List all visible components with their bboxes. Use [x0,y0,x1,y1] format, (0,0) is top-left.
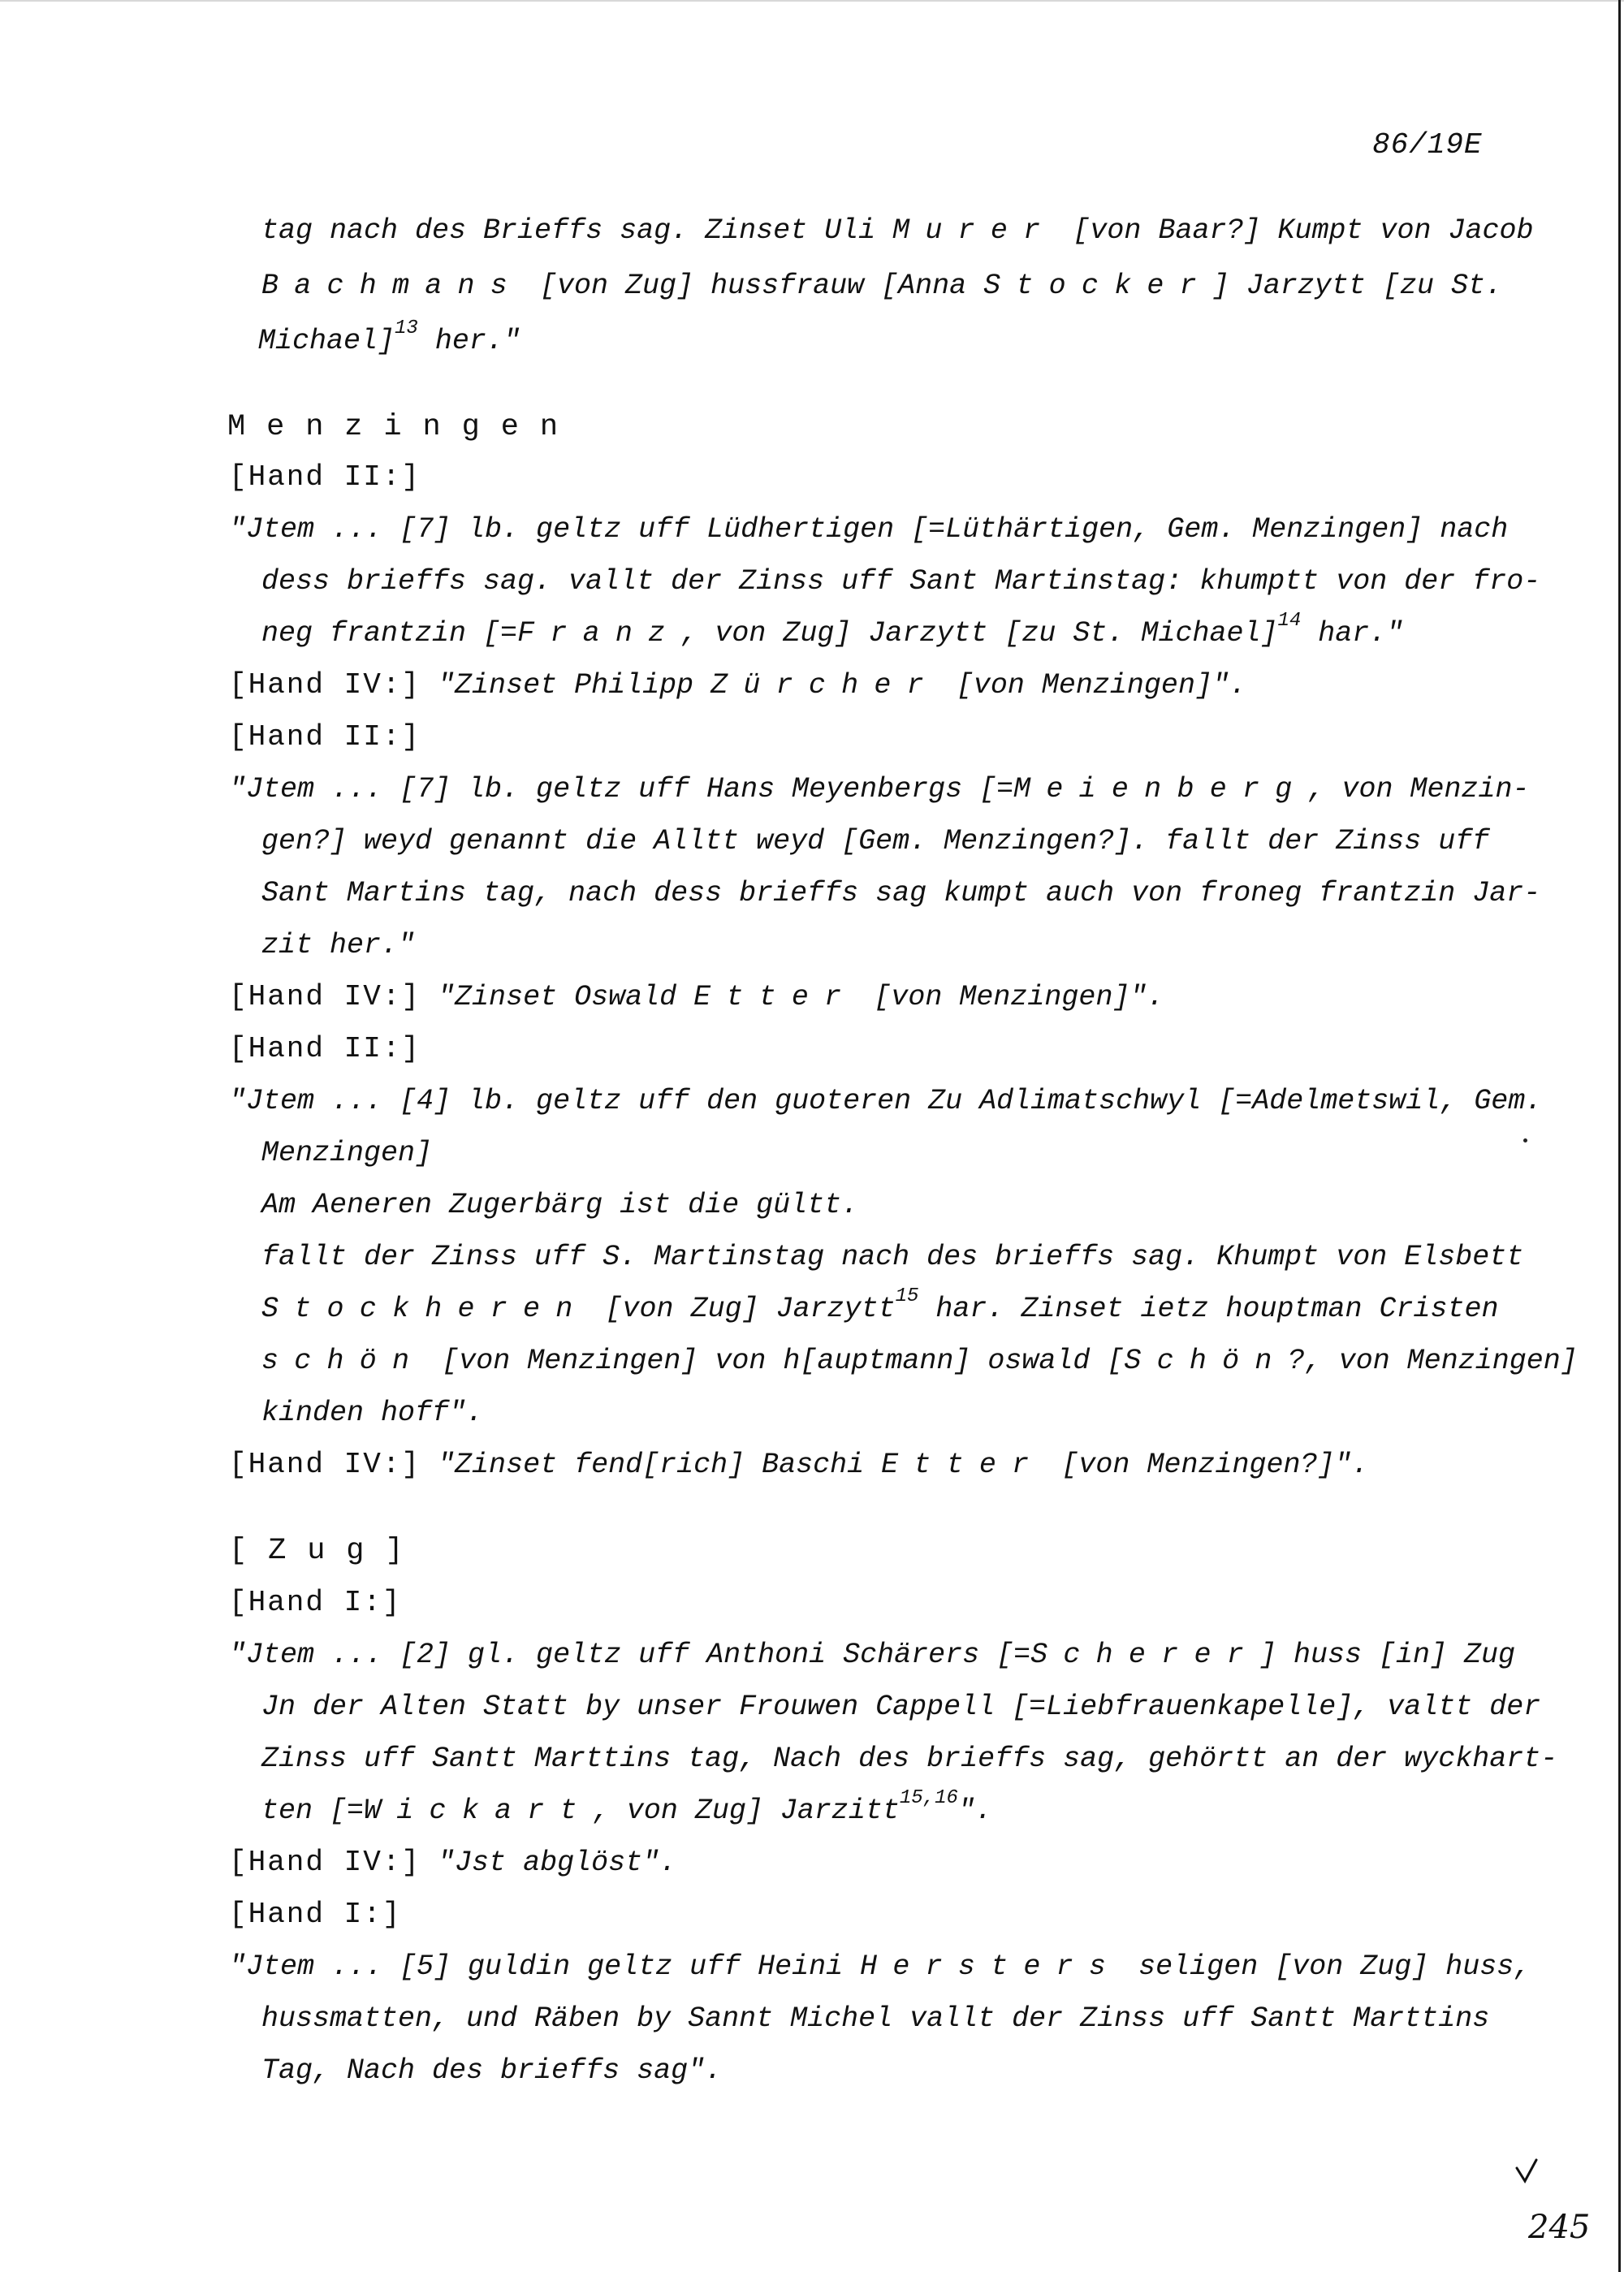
page-top-edge [0,0,1624,2]
spaced-name: Scherer [1030,1639,1259,1671]
hand-label: [Hand II:] [229,1032,421,1065]
page-right-edge [1618,0,1621,2272]
text-line-11: "Jtem ... [7] lb. geltz uff Hans Meyenbergs [=Meienberg, von Menzin- [229,773,1530,806]
section-heading-menzingen: Menzingen [227,410,579,444]
footnote-ref: 14 [1277,610,1302,633]
spaced-name: Schön [1124,1345,1288,1377]
spaced-name: Hersters [860,1950,1122,1983]
text-line-2: Bachmans [von Zug] hussfrauw [Anna Stocker] Jarzytt [zu St. [261,270,1502,302]
text-line-17: "Jtem ... [4] lb. geltz uff den guoteren Zu Adlimatschwyl [=Adelmetswil, Gem. [229,1085,1543,1117]
text-line-18: Menzingen] [261,1137,433,1169]
footnote-ref: 15,16 [899,1787,958,1810]
text-line-23: kinden hoff". [261,1397,484,1429]
text-line-9: [Hand IV:] "Zinset Philipp Zürcher [von Menzingen]". [229,668,1246,702]
spaced-name: Franz [517,617,681,650]
text-line-3: Michael]$^{13}$ her." [258,317,520,357]
hand-label: [Hand II:] [229,460,421,494]
spaced-name: Etter [881,1449,1045,1481]
hand-label: [Hand II:] [229,720,421,754]
text-line-33: "Jtem ... [5] guldin geltz uff Heini Hersters seligen [von Zug] huss, [229,1950,1531,1983]
spaced-name: Etter [693,981,857,1013]
spaced-name: Bachmans [261,270,524,302]
hand-label: [Hand I:] [229,1898,402,1931]
spaced-name: Murer [892,214,1056,247]
text-line-29: Zinss uff Santt Marttins tag, Nach des brieffs sag, gehörtt an der wyckhart- [261,1743,1558,1775]
hand-label: [Hand IV:] [229,1846,421,1879]
spaced-name: Wickart [364,1795,593,1827]
text-line-19: Am Aeneren Zugerbärg ist die gültt. [261,1189,859,1221]
text-line-8: neg frantzin [=Franz, von Zug] Jarzytt [zu St. Michael]$^{14}$ har." [261,610,1404,650]
hand-label: [Hand IV:] [229,668,421,702]
stray-dot [1523,1138,1527,1142]
hand-label: [Hand IV:] [229,980,421,1013]
spaced-name: Stocker [983,270,1212,302]
section-heading-zug: [Zug] [229,1534,425,1568]
text-line-15: [Hand IV:] "Zinset Oswald Etter [von Menzingen]". [229,980,1164,1013]
folio-number: 245 [1528,2209,1591,2246]
checkmark-icon [1512,2157,1544,2189]
hand-label: [Hand I:] [229,1586,402,1619]
text-line-1: tag nach des Brieffs sag. Zinset Uli Murer [von Baar?] Kumpt von Jacob [261,214,1534,247]
text-line-12: gen?] weyd genannt die Alltt weyd [Gem. Menzingen?]. fallt der Zinss uff [261,825,1490,857]
text-line-22: schön [von Menzingen] von h[auptmann] oswald [Schön?, von Menzingen] [261,1345,1578,1377]
text-line-21: Stockheren [von Zug] Jarzytt$^{15}$ har. Zinset ietz houptman Cristen [261,1285,1499,1325]
spaced-name: schön [261,1345,425,1377]
text-line-28: Jn der Alten Statt by unser Frouwen Cappell [=Liebfrauenkapelle], valtt der [261,1691,1541,1723]
text-line-20: fallt der Zinss uff S. Martinstag nach des brieffs sag. Khumpt von Elsbett [261,1241,1524,1273]
spaced-name: Meienberg [1013,773,1308,806]
text-line-34: hussmatten, und Räben by Sannt Michel vallt der Zinss uff Santt Marttins [261,2002,1490,2035]
text-line-6: "Jtem ... [7] lb. geltz uff Lüdhertigen [=Lüthärtigen, Gem. Menzingen] nach [229,513,1509,546]
text-line-27: "Jtem ... [2] gl. geltz uff Anthoni Schärers [=Scherer] huss [in] Zug [229,1639,1516,1671]
text-line-13: Sant Martins tag, nach dess brieffs sag kumpt auch von froneg frantzin Jar- [261,877,1541,909]
spaced-name: Stockheren [261,1293,589,1325]
text-line-30: ten [=Wickart, von Zug] Jarzitt$^{15,16}$". [261,1787,992,1827]
hand-label: [Hand IV:] [229,1448,421,1481]
footnote-ref: 15 [895,1285,919,1308]
page-number: 86/19E [1372,128,1483,162]
text-line-31: [Hand IV:] "Jst abglöst". [229,1846,677,1879]
text-line-24: [Hand IV:] "Zinset fend[rich] Baschi Etter [von Menzingen?]". [229,1448,1369,1481]
footnote-ref: 13 [395,317,418,340]
text-line-35: Tag, Nach des brieffs sag". [261,2054,723,2087]
text-line-7: dess brieffs sag. vallt der Zinss uff Sant Martinstag: khumptt von der fro- [261,565,1541,598]
spaced-name: Zürcher [710,669,939,702]
text-line-14: zit her." [261,929,416,961]
